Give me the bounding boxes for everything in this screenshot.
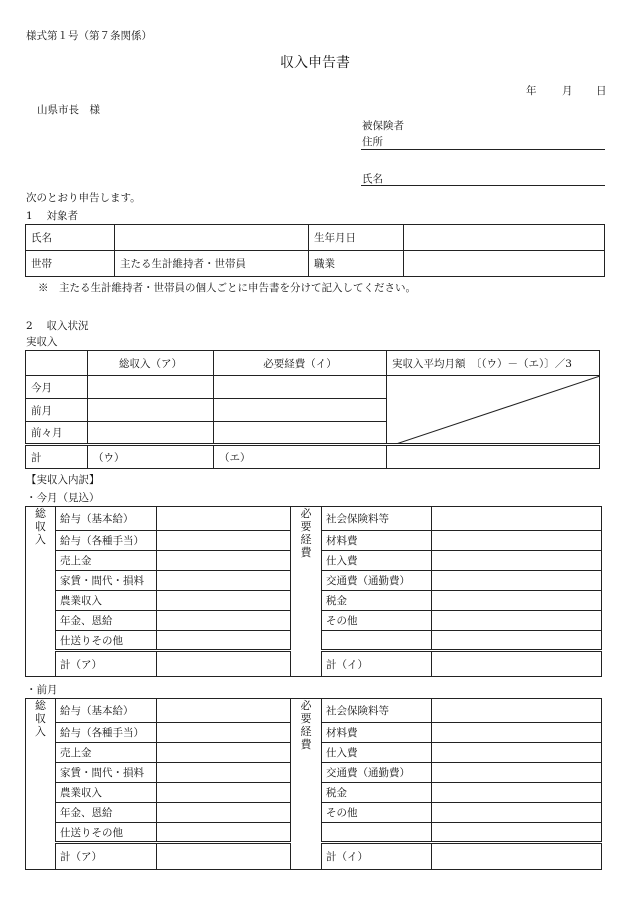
breakdown-heading: 【実収入内訳】: [26, 474, 100, 486]
row-two-months-ago: 前々月: [26, 422, 88, 445]
rev-item: 給与（基本給）: [56, 699, 157, 723]
total-average[interactable]: [387, 445, 600, 469]
rev-input[interactable]: [157, 699, 291, 723]
exp-input[interactable]: [432, 763, 602, 783]
rev-item: 売上金: [56, 743, 157, 763]
rev-item: 農業収入: [56, 783, 157, 803]
expense-this-month[interactable]: [214, 376, 387, 399]
rev-total-label: 計（ア）: [56, 651, 157, 677]
income-status-table: [25, 350, 600, 469]
exp-total-input[interactable]: [432, 843, 602, 870]
breakdown-previous-table: [25, 698, 602, 870]
exp-input[interactable]: [432, 507, 602, 531]
exp-total-label: 計（イ）: [322, 843, 432, 870]
section1-heading: 1 対象者: [26, 210, 79, 222]
exp-input[interactable]: [432, 571, 602, 591]
occupation-label: 職業: [309, 251, 404, 277]
corner-cell: [26, 351, 88, 376]
exp-total-input[interactable]: [432, 651, 602, 677]
household-label: 世帯: [26, 251, 115, 277]
gross-two-months-ago[interactable]: [88, 422, 214, 445]
rev-input[interactable]: [157, 611, 291, 631]
exp-input[interactable]: [432, 823, 602, 843]
form-number: 様式第１号（第７条関係）: [26, 30, 152, 42]
exp-item: その他: [322, 611, 432, 631]
expense-last-month[interactable]: [214, 399, 387, 422]
gross-this-month[interactable]: [88, 376, 214, 399]
exp-input[interactable]: [432, 743, 602, 763]
expense-label: 必 要 経 費: [291, 699, 322, 870]
birth-label: 生年月日: [309, 225, 404, 251]
address-field[interactable]: [361, 149, 605, 150]
section1-note: ※ 主たる生計維持者・世帯員の個人ごとに申告書を分けて記入してください。: [38, 282, 416, 294]
exp-input[interactable]: [432, 803, 602, 823]
rev-item: 年金、恩給: [56, 611, 157, 631]
rev-item: 給与（基本給）: [56, 507, 157, 531]
exp-input[interactable]: [432, 723, 602, 743]
gross-income-label: 総 収 入: [26, 507, 56, 677]
rev-input[interactable]: [157, 763, 291, 783]
diagonal-line: [387, 376, 600, 445]
page-title: 収入申告書: [280, 55, 350, 71]
expense-two-months-ago[interactable]: [214, 422, 387, 445]
exp-item: 交通費（通勤費）: [322, 763, 432, 783]
exp-input[interactable]: [432, 551, 602, 571]
col-expense: 必要経費（イ）: [214, 351, 387, 376]
exp-item: 仕入費: [322, 743, 432, 763]
average-cell[interactable]: [387, 376, 600, 445]
intro-text: 次のとおり申告します。: [26, 192, 141, 204]
birth-input[interactable]: [404, 225, 605, 251]
rev-input[interactable]: [157, 531, 291, 551]
actual-income-heading: 実収入: [26, 336, 58, 348]
current-month-label: ・今月（見込）: [26, 492, 100, 504]
exp-input[interactable]: [432, 783, 602, 803]
gross-income-label: 総 収 入: [26, 699, 56, 870]
section2-heading: 2 収入状況: [26, 320, 89, 332]
rev-total-label: 計（ア）: [56, 843, 157, 870]
exp-input[interactable]: [432, 699, 602, 723]
exp-item-blank[interactable]: [322, 823, 432, 843]
rev-input[interactable]: [157, 783, 291, 803]
rev-item: 仕送りその他: [56, 631, 157, 651]
rev-item: 給与（各種手当）: [56, 531, 157, 551]
exp-item: 仕入費: [322, 551, 432, 571]
rev-item: 家賃・間代・損料: [56, 571, 157, 591]
rev-input[interactable]: [157, 571, 291, 591]
subject-table: [25, 224, 605, 277]
applicant-name-label: 氏名: [362, 173, 383, 185]
rev-input[interactable]: [157, 823, 291, 843]
exp-total-label: 計（イ）: [322, 651, 432, 677]
total-label: 計: [26, 445, 88, 469]
total-e: （エ）: [214, 445, 387, 469]
insured-label: 被保険者: [362, 120, 404, 132]
rev-item: 年金、恩給: [56, 803, 157, 823]
rev-input[interactable]: [157, 591, 291, 611]
rev-input[interactable]: [157, 507, 291, 531]
occupation-input[interactable]: [404, 251, 605, 277]
rev-input[interactable]: [157, 723, 291, 743]
rev-input[interactable]: [157, 743, 291, 763]
row-this-month: 今月: [26, 376, 88, 399]
exp-item-blank[interactable]: [322, 631, 432, 651]
col-average: 実収入平均月額 〔（ウ）－（エ）〕／3: [387, 351, 600, 376]
address-label: 住所: [362, 136, 383, 148]
exp-input[interactable]: [432, 631, 602, 651]
rev-input[interactable]: [157, 803, 291, 823]
rev-total-input[interactable]: [157, 651, 291, 677]
exp-item: 材料費: [322, 531, 432, 551]
applicant-name-field[interactable]: [361, 185, 605, 186]
breakdown-current-table: [25, 506, 602, 677]
previous-month-label: ・前月: [26, 684, 58, 696]
exp-item: 税金: [322, 783, 432, 803]
exp-item: その他: [322, 803, 432, 823]
exp-item: 税金: [322, 591, 432, 611]
date-day: 日: [596, 85, 607, 97]
exp-item: 交通費（通勤費）: [322, 571, 432, 591]
rev-item: 仕送りその他: [56, 823, 157, 843]
rev-item: 給与（各種手当）: [56, 723, 157, 743]
name-label: 氏名: [26, 225, 115, 251]
exp-input[interactable]: [432, 591, 602, 611]
household-value: 主たる生計維持者・世帯員: [115, 251, 309, 277]
addressee: 山県市長 様: [37, 104, 100, 116]
rev-input[interactable]: [157, 631, 291, 651]
exp-item: 材料費: [322, 723, 432, 743]
rev-item: 農業収入: [56, 591, 157, 611]
exp-input[interactable]: [432, 531, 602, 551]
rev-total-input[interactable]: [157, 843, 291, 870]
row-last-month: 前月: [26, 399, 88, 422]
date-year: 年: [526, 85, 537, 97]
exp-item: 社会保険料等: [322, 699, 432, 723]
expense-label: 必 要 経 費: [291, 507, 322, 677]
name-input[interactable]: [115, 225, 309, 251]
col-gross: 総収入（ア）: [88, 351, 214, 376]
exp-input[interactable]: [432, 611, 602, 631]
rev-input[interactable]: [157, 551, 291, 571]
date-month: 月: [562, 85, 573, 97]
total-u: （ウ）: [88, 445, 214, 469]
rev-item: 家賃・間代・損料: [56, 763, 157, 783]
gross-last-month[interactable]: [88, 399, 214, 422]
rev-item: 売上金: [56, 551, 157, 571]
exp-item: 社会保険料等: [322, 507, 432, 531]
